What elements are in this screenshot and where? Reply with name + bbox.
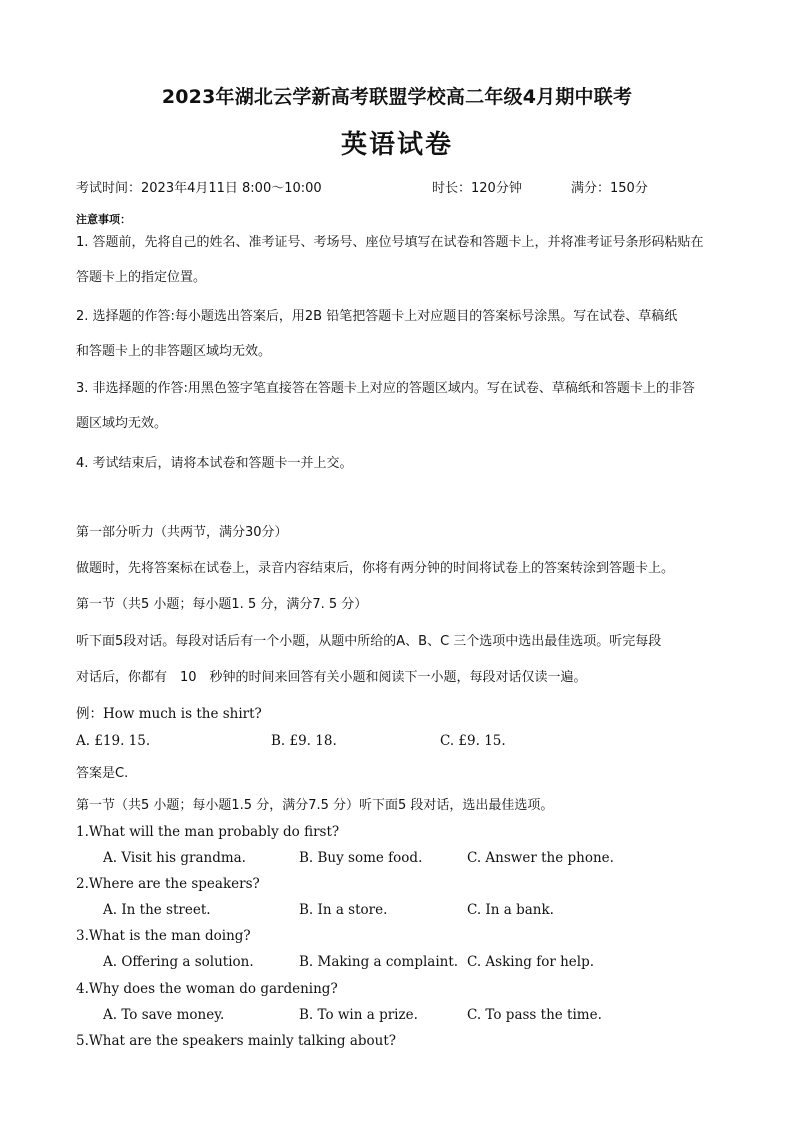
question-3: 3.What is the man doing? [76, 928, 251, 944]
question-3-option-b: B. Making a complaint. [299, 954, 459, 970]
note-line: 和答题卡上的非答题区域均无效。 [76, 344, 272, 359]
note-line: 答题卡上的指定位置。 [76, 270, 207, 285]
question-3-option-c: C. Asking for help. [467, 954, 595, 970]
section1-instruction: 对话后，你都有 10 秒钟的时间来回答有关小题和阅读下一小题，每段对话仅读一遍。 [76, 670, 587, 685]
example-answer: 答案是C. [76, 766, 129, 781]
question-4-option-c: C. To pass the time. [467, 1007, 602, 1023]
part1-instruction: 做题时，先将答案标在试卷上，录音内容结束后，你将有两分钟的时间将试卷上的答案转涂到答题卡上。 [76, 561, 675, 576]
question-4-option-b: B. To win a prize. [299, 1007, 418, 1023]
question-3-option-a: A. Offering a solution. [103, 954, 254, 970]
question-1-option-c: C. Answer the phone. [467, 850, 614, 866]
example-option-a: A. £19. 15. [76, 733, 151, 749]
question-1: 1.What will the man probably do first? [76, 824, 340, 840]
example-option-b: B. £9. 18. [271, 733, 337, 749]
question-2-option-c: C. In a bank. [467, 902, 554, 918]
note-line: 题区域均无效。 [76, 416, 168, 431]
question-1-option-a: A. Visit his grandma. [103, 850, 246, 866]
exam-subtitle: 英语试卷 [340, 130, 453, 160]
exam-title: 2023年湖北云学新高考联盟学校高二年级4月期中联考 [161, 86, 633, 108]
example-option-c: C. £9. 15. [440, 733, 506, 749]
section1-heading: 第一节（共5 小题；每小题1. 5 分，满分7. 5 分） [76, 597, 368, 612]
question-4: 4.Why does the woman do gardening? [76, 981, 338, 997]
exam-score: 满分：150分 [571, 181, 648, 196]
section1b-heading: 第一节（共5 小题；每小题1.5 分，满分7.5 分）听下面5 段对话，选出最佳选项。 [76, 798, 554, 813]
part1-heading: 第一部分听力（共两节，满分30分） [76, 525, 288, 540]
question-2-option-b: B. In a store. [299, 902, 388, 918]
exam-duration: 时长：120分钟 [432, 181, 522, 196]
note-line: 4. 考试结束后，请将本试卷和答题卡一并上交。 [76, 456, 353, 471]
question-2-option-a: A. In the street. [103, 902, 211, 918]
question-2: 2.Where are the speakers? [76, 876, 260, 892]
section1-instruction: 听下面5段对话。每段对话后有一个小题，从题中所给的A、B、C 三个选项中选出最佳选项。听完每段 [76, 634, 662, 649]
question-4-option-a: A. To save money. [103, 1007, 225, 1023]
note-line: 1. 答题前，先将自己的姓名、准考证号、考场号、座位号填写在试卷和答题卡上，并将准考证号条形码粘贴在 [76, 235, 704, 250]
question-5: 5.What are the speakers mainly talking about? [76, 1033, 397, 1049]
question-1-option-b: B. Buy some food. [299, 850, 423, 866]
note-line: 2. 选择题的作答:每小题选出答案后，用2B 铅笔把答题卡上对应题目的答案标号涂黑。写在试卷、草稿纸 [76, 309, 678, 324]
example-question: 例：How much is the shirt? [76, 706, 262, 722]
note-line: 3. 非选择题的作答:用黑色签字笔直接答在答题卡上对应的答题区域内。写在试卷、草稿纸和答题卡上的非答 [76, 381, 695, 396]
notes-label: 注意事项： [76, 213, 131, 226]
exam-time: 考试时间：2023年4月11日 8:00～10:00 [76, 181, 322, 196]
